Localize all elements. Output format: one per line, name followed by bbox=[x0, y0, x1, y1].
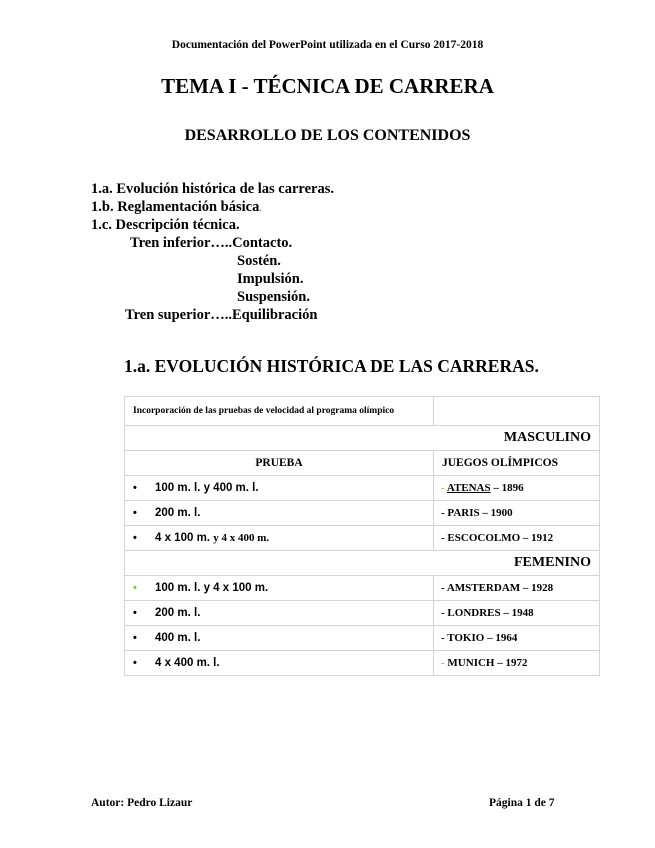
toc-item-b-dot: . bbox=[259, 203, 262, 214]
table-intro: Incorporación de las pruebas de velocidad al programa olímpico bbox=[125, 397, 434, 426]
prueba-cell bbox=[125, 601, 434, 626]
table-row bbox=[125, 651, 600, 676]
toc-item-c: 1.c. Descripción técnica. bbox=[91, 217, 240, 233]
year-text: – 1912 bbox=[520, 532, 554, 544]
bullet-icon: • bbox=[133, 482, 137, 494]
juegos-cell bbox=[434, 626, 600, 651]
city-name: ESCOCOLMO bbox=[447, 532, 521, 544]
olympic-events-table bbox=[124, 396, 600, 676]
dash-mark: - bbox=[441, 607, 448, 619]
year-text: – 1900 bbox=[479, 507, 513, 519]
bullet-icon: • bbox=[133, 607, 137, 619]
column-header-juegos: JUEGOS OLÍMPICOS bbox=[434, 451, 600, 476]
footer-author: Autor: Pedro Lizaur bbox=[91, 797, 193, 809]
prueba-cell bbox=[125, 501, 434, 526]
table-row bbox=[125, 576, 600, 601]
prueba-cell bbox=[125, 626, 434, 651]
masculino-row bbox=[125, 426, 600, 451]
city-name: MUNICH bbox=[447, 657, 495, 669]
dash-mark: - bbox=[441, 482, 447, 494]
dash-mark: - bbox=[441, 657, 448, 669]
year-text: – 1896 bbox=[490, 482, 524, 494]
year-text: – 1972 bbox=[494, 657, 528, 669]
juegos-cell bbox=[434, 651, 600, 676]
bullet-icon: • bbox=[133, 632, 137, 644]
table-row bbox=[125, 476, 600, 501]
page-title: TEMA I - TÉCNICA DE CARRERA bbox=[161, 74, 494, 98]
toc-item-b bbox=[91, 199, 262, 216]
juegos-cell bbox=[434, 526, 600, 551]
prueba-text: 4 x 400 m. l. bbox=[155, 657, 220, 669]
bullet-icon: • bbox=[133, 507, 137, 519]
dash-mark: - bbox=[441, 582, 447, 594]
prueba-text: 400 m. l. bbox=[155, 632, 201, 644]
prueba-text-extra: y 4 x 400 m. bbox=[213, 532, 270, 544]
table-row bbox=[125, 526, 600, 551]
column-header-prueba: PRUEBA bbox=[125, 451, 434, 476]
bullet-icon: • bbox=[133, 657, 137, 669]
toc-tren-superior: Tren superior…..Equilibración bbox=[125, 307, 318, 323]
header-note: Documentación del PowerPoint utilizada en el Curso 2017-2018 bbox=[171, 39, 484, 51]
table-row bbox=[125, 626, 600, 651]
masculino-label: MASCULINO bbox=[125, 426, 600, 451]
column-header-row bbox=[125, 451, 600, 476]
table-row bbox=[125, 601, 600, 626]
toc-tren-inferior: Tren inferior…..Contacto. bbox=[130, 235, 293, 251]
dash-mark: - bbox=[441, 507, 448, 519]
section-heading: 1.a. EVOLUCIÓN HISTÓRICA DE LAS CARRERAS. bbox=[124, 356, 539, 376]
prueba-cell bbox=[125, 651, 434, 676]
prueba-text: 200 m. l. bbox=[155, 507, 201, 519]
year-text: – 1964 bbox=[484, 632, 518, 644]
prueba-cell bbox=[125, 576, 434, 601]
prueba-cell bbox=[125, 526, 434, 551]
toc-suspension: Suspensión. bbox=[237, 289, 310, 305]
femenino-label: FEMENINO bbox=[125, 551, 600, 576]
year-text: – 1948 bbox=[500, 607, 534, 619]
dash-mark: - bbox=[441, 532, 448, 544]
city-name: TOKIO bbox=[447, 632, 485, 644]
juegos-cell bbox=[434, 576, 600, 601]
toc-impulsion: Impulsión. bbox=[237, 271, 304, 287]
year-text: – 1928 bbox=[520, 582, 554, 594]
dash-mark: - bbox=[441, 632, 448, 644]
juegos-cell bbox=[434, 501, 600, 526]
bullet-icon: • bbox=[133, 532, 137, 544]
prueba-text: 4 x 100 m. bbox=[155, 532, 214, 544]
table-intro-empty bbox=[434, 397, 600, 426]
toc-sosten: Sostén. bbox=[237, 253, 281, 269]
prueba-cell bbox=[125, 476, 434, 501]
prueba-text: 100 m. l. y 4 x 100 m. bbox=[155, 582, 269, 594]
city-name: PARIS bbox=[447, 507, 480, 519]
city-name: AMSTERDAM bbox=[446, 582, 521, 594]
prueba-text: 100 m. l. y 400 m. l. bbox=[155, 482, 259, 494]
city-name: LONDRES bbox=[447, 607, 501, 619]
toc-item-a: 1.a. Evolución histórica de las carreras. bbox=[91, 181, 334, 197]
prueba-text: 200 m. l. bbox=[155, 607, 201, 619]
bullet-icon: • bbox=[133, 582, 137, 594]
juegos-cell bbox=[434, 476, 600, 501]
toc-item-b-label: 1.b. Reglamentación básica bbox=[91, 199, 260, 215]
femenino-row bbox=[125, 551, 600, 576]
table-intro-row bbox=[125, 397, 600, 426]
page-subtitle: DESARROLLO DE LOS CONTENIDOS bbox=[184, 127, 471, 144]
table-row bbox=[125, 501, 600, 526]
city-name: ATENAS bbox=[446, 482, 491, 494]
footer-page-number: Página 1 de 7 bbox=[489, 797, 555, 809]
juegos-cell bbox=[434, 601, 600, 626]
